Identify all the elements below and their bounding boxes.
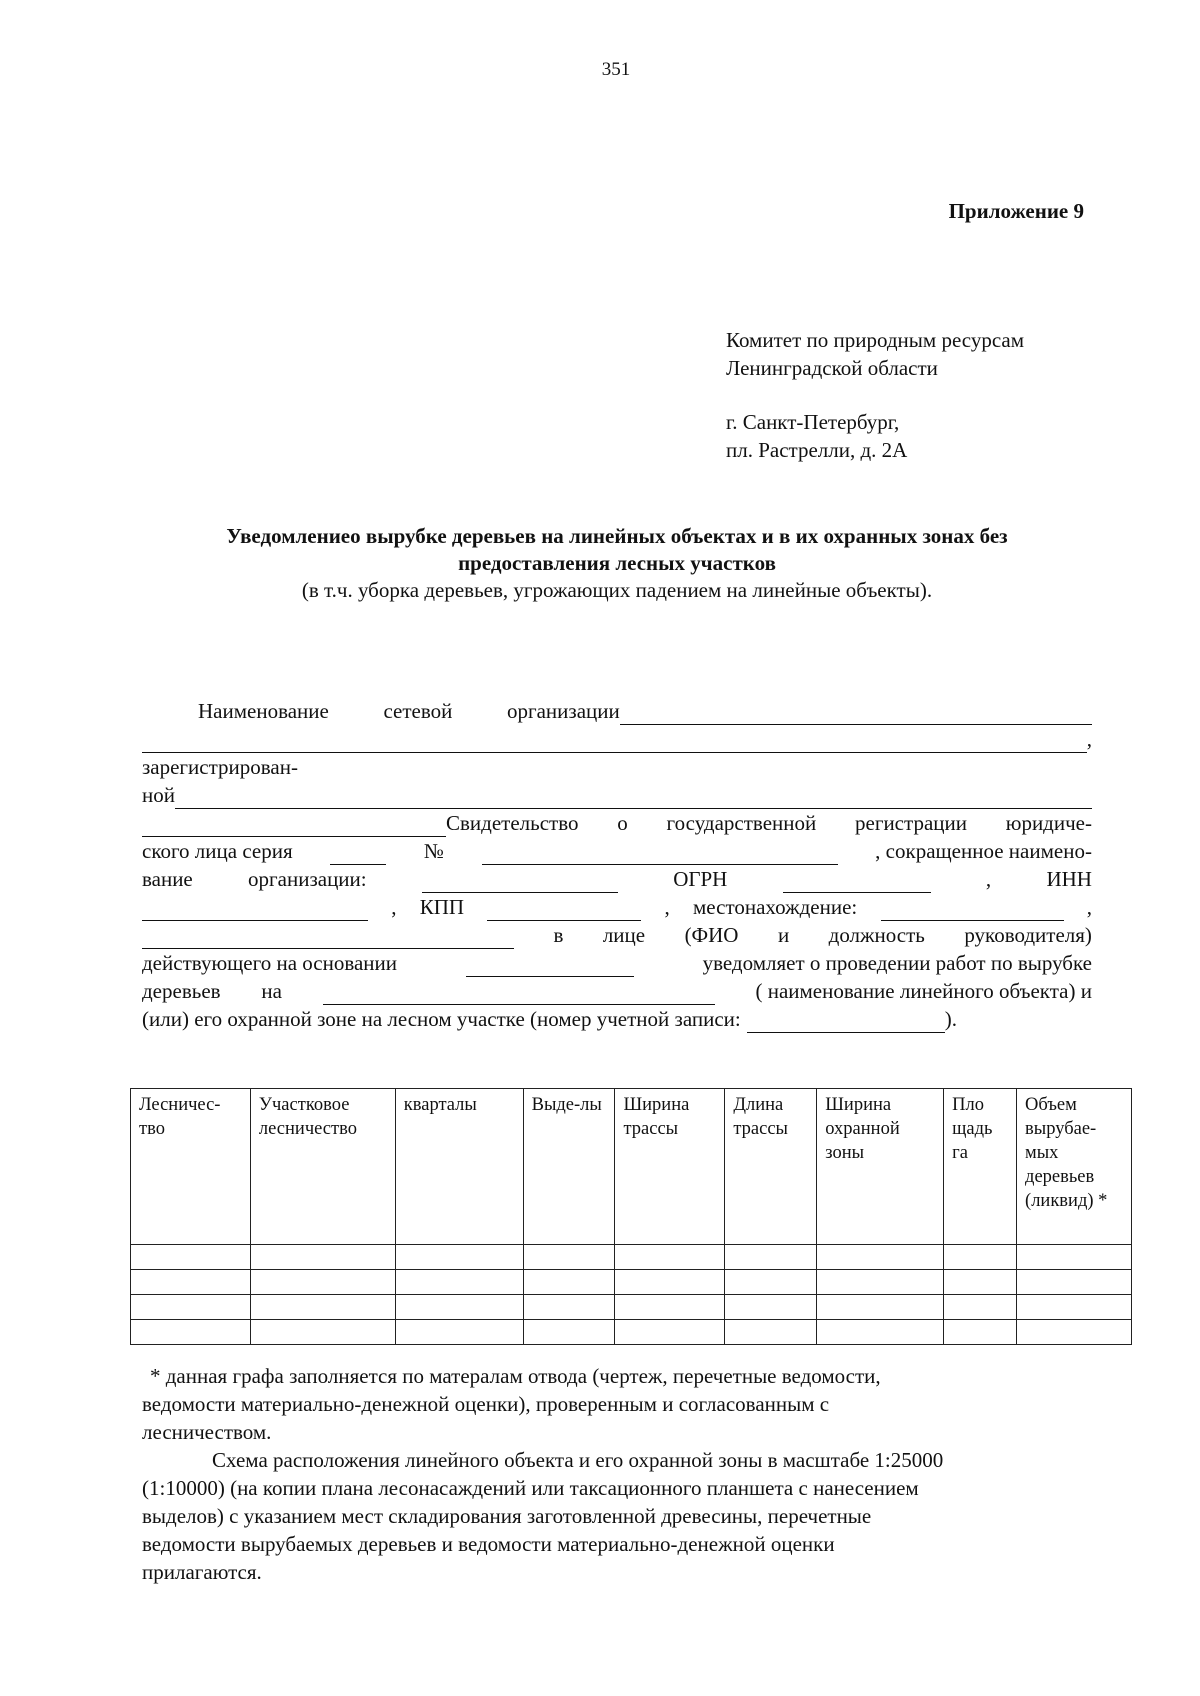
addressee-line: Ленинградской области [726,356,938,380]
table-cell[interactable] [944,1320,1017,1345]
footnote-block [142,1363,1092,1587]
page-number: 351 [601,59,631,80]
table-cell[interactable] [944,1245,1017,1270]
table-header: Участковое лесничество [250,1089,395,1245]
form-word: лице [602,923,646,947]
form-word: руководителя) [964,923,1092,947]
form-word: ИНН [1046,867,1092,891]
table-cell[interactable] [944,1270,1017,1295]
table-header-row [131,1089,1132,1245]
table-cell[interactable] [725,1245,817,1270]
table-row [131,1320,1132,1345]
table-header: Выде-лы [523,1089,615,1245]
form-word: вание [142,867,193,891]
form-word: , сокращенное наимено- [875,839,1092,863]
footnote-line: лесничеством. [142,1420,272,1444]
table-cell[interactable] [725,1270,817,1295]
form-word: в [553,923,564,947]
form-word: зарегистрирован- [142,755,298,779]
inn-field[interactable] [142,900,368,921]
form-word: местонахождение: [693,895,858,919]
table-header: Длина трассы [725,1089,817,1245]
scheme-line: прилагаются. [142,1560,262,1584]
record-number-field[interactable] [747,1012,945,1033]
scheme-line: Схема расположения линейного объекта и его охранной зоны в масштабе 1:25000 [212,1448,944,1472]
scheme-line: выделов) с указанием мест складирования заготовленной древесины, перечетные [142,1504,872,1528]
addressee-block [726,327,1106,465]
linear-object-field[interactable] [323,984,715,1005]
table-cell[interactable] [131,1245,251,1270]
table-cell[interactable] [725,1295,817,1320]
table-cell[interactable] [1017,1245,1132,1270]
addressee-line: Комитет по природным ресурсам [726,328,1025,352]
kpp-field[interactable] [487,900,641,921]
table-cell[interactable] [615,1320,725,1345]
addressee-line: пл. Растрелли, д. 2А [726,438,908,462]
form-word: ( наименование линейного объекта) и [755,979,1092,1003]
table-header: Лесничес-тво [131,1089,251,1245]
table-cell[interactable] [131,1295,251,1320]
form-punct: ). [944,1007,957,1031]
form-word: ОГРН [673,867,728,891]
form-word: должность [828,923,925,947]
table-cell[interactable] [725,1320,817,1345]
form-word: на [261,979,282,1003]
table-cell[interactable] [250,1320,395,1345]
table-cell[interactable] [523,1270,615,1295]
form-punct: , [1086,895,1092,919]
location-field[interactable] [881,900,1064,921]
ogrn-field[interactable] [783,872,931,893]
table-cell[interactable] [523,1295,615,1320]
organization-name-field-cont[interactable] [142,732,1087,753]
table-cell[interactable] [1017,1295,1132,1320]
table-cell[interactable] [615,1295,725,1320]
registered-field[interactable] [175,788,1092,809]
certificate-number-field[interactable] [482,844,838,865]
form-word: организации [507,699,620,723]
form-text: Свидетельство о государственной регистрации юридиче- [446,811,1092,835]
table-cell[interactable] [395,1320,523,1345]
organization-name-field[interactable] [620,704,1092,725]
form-word: Наименование [198,699,329,723]
table-cell[interactable] [1017,1320,1132,1345]
series-field[interactable] [330,844,386,865]
form-punct: , [1086,727,1092,751]
table-header: Объем вырубае-мых деревьев (ликвид) * [1017,1089,1132,1245]
table-cell[interactable] [615,1270,725,1295]
title-line: предоставления лесных участков [458,551,776,575]
table-header: кварталы [395,1089,523,1245]
footnote-line: ведомости материально-денежной оценки), проверенным и согласованным с [142,1392,830,1416]
table-cell[interactable] [523,1320,615,1345]
form-word: (или) его охранной зоне на лесном участке (номер учетной записи: [142,1007,741,1031]
form-punct: , [391,895,397,919]
table-header: Пло щадь га [944,1089,1017,1245]
basis-field[interactable] [466,956,634,977]
table-cell[interactable] [817,1320,944,1345]
form-word: ского лица серия [142,839,293,863]
form-word: КПП [419,895,465,919]
form-word: организации: [248,867,367,891]
document-title [140,523,1094,604]
felling-table-wrap [130,1088,1132,1345]
table-cell[interactable] [250,1295,395,1320]
form-word: уведомляет о проведении работ по вырубке [702,951,1092,975]
table-cell[interactable] [817,1245,944,1270]
short-name-field[interactable] [422,872,618,893]
location-field-cont[interactable] [142,928,514,949]
form-punct: , [985,867,992,891]
addressee-line: г. Санкт-Петербург, [726,410,900,434]
appendix-label: Приложение 9 [948,199,1084,223]
form-word: и [777,923,790,947]
table-cell[interactable] [131,1320,251,1345]
table-cell[interactable] [615,1245,725,1270]
table-header: Ширина охранной зоны [817,1089,944,1245]
table-cell[interactable] [817,1270,944,1295]
table-cell[interactable] [395,1245,523,1270]
table-header: Ширина трассы [615,1089,725,1245]
registered-field-cont[interactable] [142,816,446,837]
table-cell[interactable] [817,1295,944,1320]
felling-table [130,1088,1132,1345]
form-body [142,697,1092,1033]
table-cell[interactable] [1017,1270,1132,1295]
form-word: (ФИО [684,923,739,947]
form-punct: , [664,895,670,919]
table-cell[interactable] [395,1295,523,1320]
table-cell[interactable] [523,1245,615,1270]
form-word: действующего на основании [142,951,398,975]
table-row [131,1295,1132,1320]
form-word: ной [142,783,175,807]
table-cell[interactable] [944,1295,1017,1320]
title-line: Уведомлениео вырубке деревьев на линейных объектах и в их охранных зонах без [226,524,1008,548]
form-word: сетевой [383,699,453,723]
form-word: деревьев [142,979,221,1003]
scheme-line: (1:10000) (на копии плана лесонасаждений или таксационного планшета с нанесением [142,1476,919,1500]
title-subtitle: (в т.ч. уборка деревьев, угрожающих падением на линейные объекты). [301,578,933,602]
table-cell[interactable] [395,1270,523,1295]
scheme-line: ведомости вырубаемых деревьев и ведомости материально-денежной оценки [142,1532,835,1556]
footnote-line: * данная графа заполняется по матералам отвода (чертеж, перечетные ведомости, [150,1364,881,1388]
table-row [131,1270,1132,1295]
table-row [131,1245,1132,1270]
table-cell[interactable] [250,1245,395,1270]
form-word: № [423,839,444,863]
table-cell[interactable] [131,1270,251,1295]
table-cell[interactable] [250,1270,395,1295]
